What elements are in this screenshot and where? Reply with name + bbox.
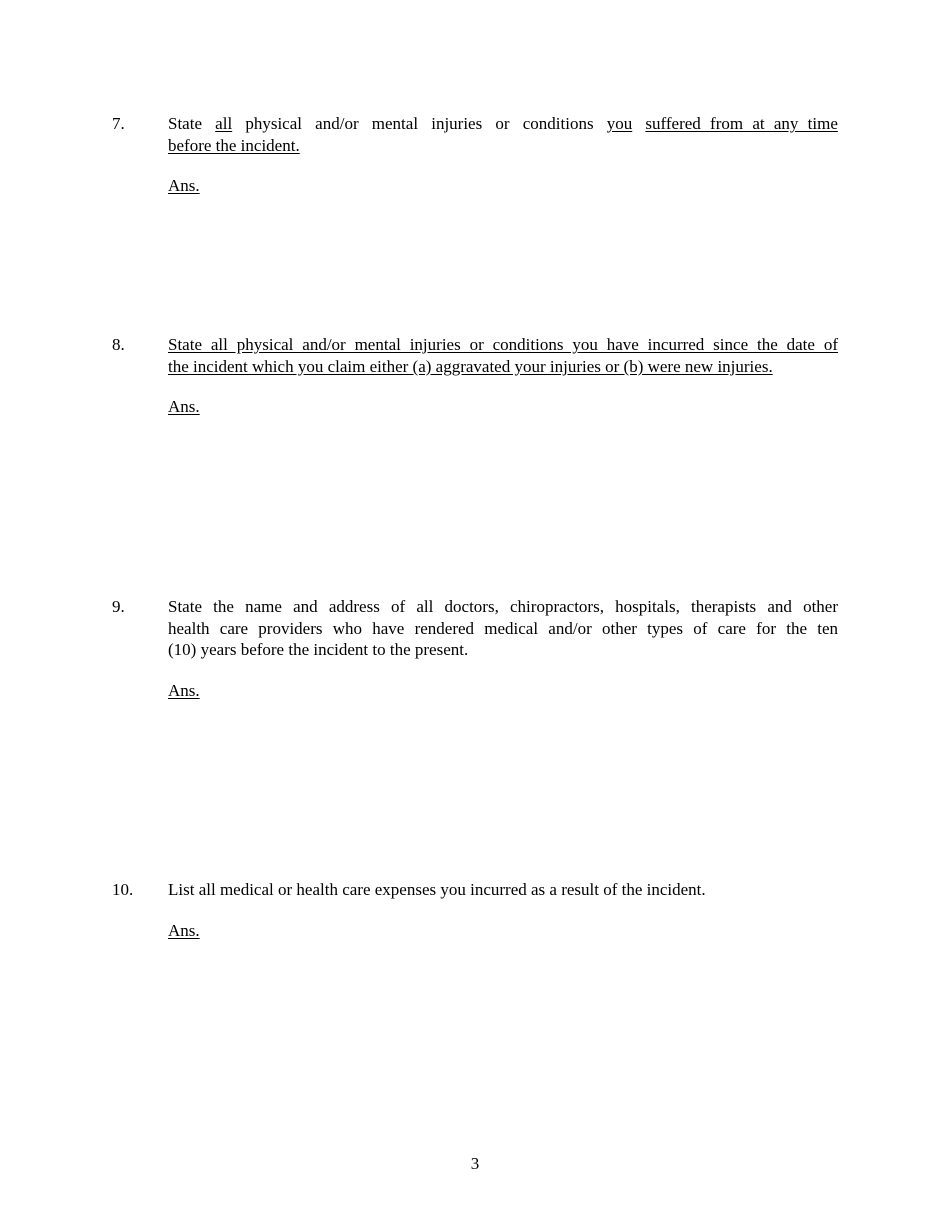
question-line: (10) years before the incident to the present. — [168, 640, 469, 659]
underlined-phrase: suffered from at any time — [645, 114, 838, 133]
word: mental — [371, 114, 419, 133]
word: State — [168, 114, 202, 133]
question-text — [168, 334, 838, 377]
question-number: 9. — [112, 597, 125, 616]
word: or — [495, 114, 510, 133]
question-number: 8. — [112, 335, 125, 354]
word: conditions — [522, 114, 594, 133]
question-text — [168, 113, 838, 156]
question-number: 10. — [112, 880, 134, 899]
underlined-word: all — [215, 114, 233, 133]
question-text — [168, 596, 838, 661]
question-line — [168, 113, 838, 135]
answer-label: Ans. — [168, 397, 200, 416]
question-10 — [112, 879, 838, 941]
question-number: 7. — [112, 114, 125, 133]
underlined-word: you — [606, 114, 633, 133]
question-8 — [112, 334, 838, 418]
question-line: State the name and address of all doctors, chiropractors, hospitals, therapists and other — [168, 597, 838, 616]
answer-label: Ans. — [168, 680, 200, 700]
question-line: health care providers who have rendered medical and/or other types of care for the ten — [168, 618, 838, 638]
underlined-phrase: before the incident. — [168, 135, 300, 155]
word: and/or — [315, 114, 359, 133]
question-text — [168, 879, 838, 901]
word: physical — [245, 114, 302, 133]
question-9 — [112, 596, 838, 701]
question-line: State all physical and/or mental injuries or conditions you have incurred since the date of — [168, 335, 838, 354]
page-number: 3 — [470, 1154, 480, 1173]
question-line: the incident which you claim either (a) aggravated your injuries or (b) were new injuries. — [168, 356, 773, 376]
answer-label: Ans. — [168, 920, 200, 940]
question-7 — [112, 113, 838, 197]
question-line: List all medical or health care expenses you incurred as a result of the incident. — [168, 880, 706, 899]
word: injuries — [431, 114, 483, 133]
answer-label: Ans. — [168, 176, 200, 195]
